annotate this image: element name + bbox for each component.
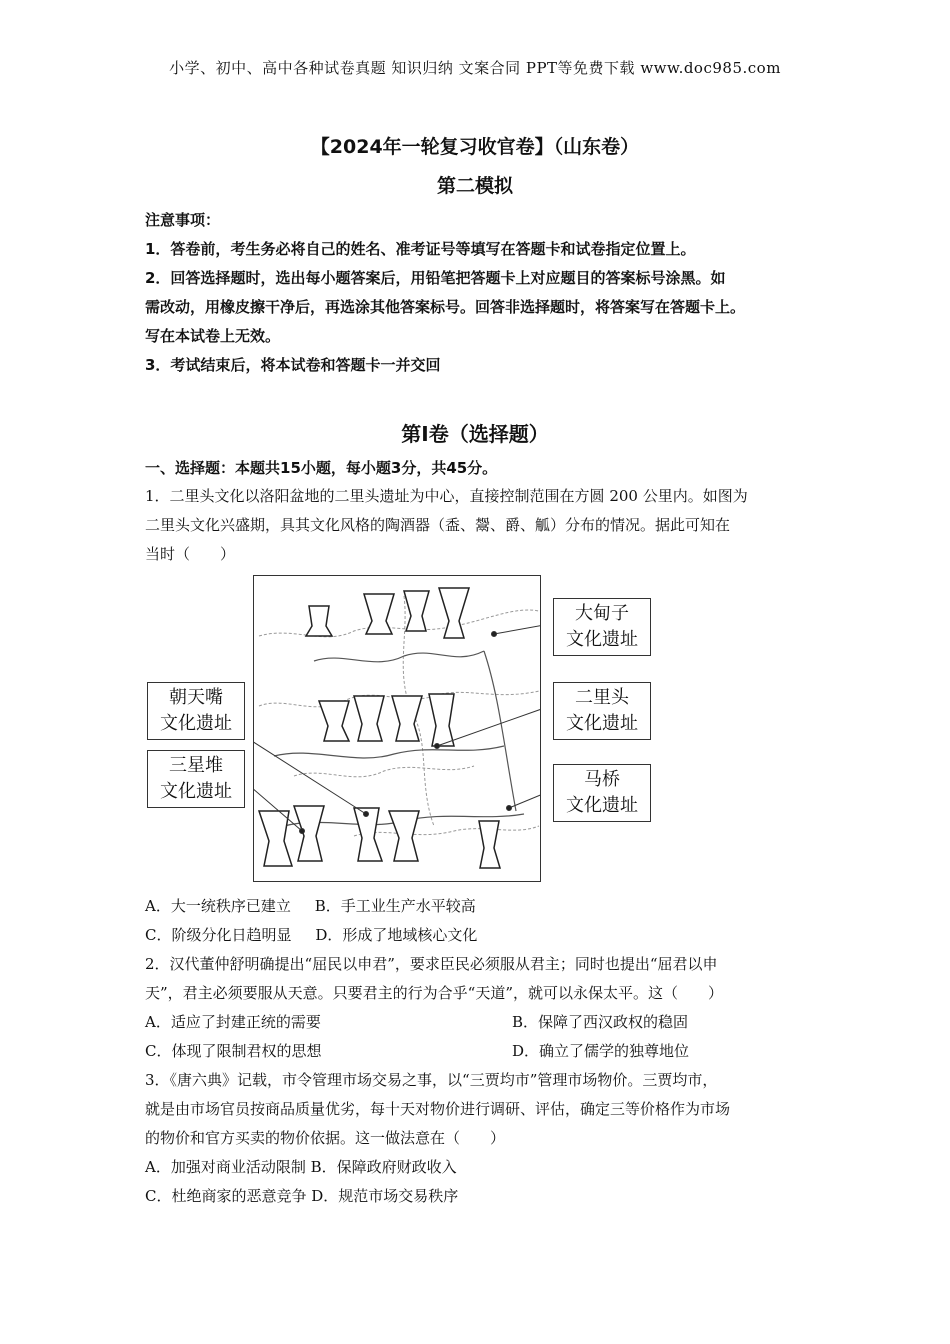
option-c[interactable]: C．体现了限制君权的思想 — [145, 1042, 322, 1060]
notes-item: 写在本试卷上无效。 — [145, 327, 281, 345]
q3-options-row1 — [145, 1153, 457, 1182]
option-c[interactable]: C．阶级分化日趋明显 — [145, 926, 292, 944]
q1-options-row2 — [145, 921, 477, 950]
notes-item: 1．答卷前，考生务必将自己的姓名、准考证号等填写在答题卡和试卷指定位置上。 — [145, 240, 696, 258]
label-line: 三星堆 — [169, 755, 223, 776]
exam-title: 【2024年一轮复习收官卷】（山东卷） — [310, 136, 640, 158]
label-line: 文化遗址 — [566, 629, 638, 650]
notes-item: 需改动，用橡皮擦干净后，再选涂其他答案标号。回答非选择题时，将答案写在答题卡上。 — [145, 298, 746, 316]
option-a[interactable]: A．适应了封建正统的需要 — [145, 1013, 321, 1031]
section-title: 第Ⅰ卷（选择题） — [401, 422, 549, 446]
notes-item: 3．考试结束后，将本试卷和答题卡一并交回 — [145, 356, 441, 374]
label-line: 马桥 — [584, 769, 620, 790]
question-line: 二里头文化兴盛期，具其文化风格的陶酒器（盉、鬶、爵、觚）分布的情况。据此可知在 — [145, 516, 731, 534]
question-3 — [145, 1066, 810, 1153]
notes-item: 2．回答选择题时，选出每小题答案后，用铅笔把答题卡上对应题目的答案标号涂黑。如 — [145, 269, 726, 287]
label-line: 文化遗址 — [566, 795, 638, 816]
page-header: 小学、初中、高中各种试卷真题 知识归纳 文案合同 PPT等免费下载 www.doc985.com — [169, 59, 781, 77]
question-2 — [145, 950, 810, 1008]
label-line: 文化遗址 — [160, 713, 232, 734]
pottery-vessels — [259, 588, 500, 868]
label-line: 大甸子 — [575, 603, 629, 624]
pottery-distribution-map — [253, 575, 541, 882]
q3-options-row2 — [145, 1182, 458, 1211]
label-maqiao — [553, 764, 651, 822]
question-line: 1．二里头文化以洛阳盆地的二里头遗址为中心，直接控制范围在方圆 200 公里内。如图为 — [145, 487, 748, 505]
map-drawing — [254, 576, 540, 881]
label-dadianzi — [553, 598, 651, 656]
option-a[interactable]: A．加强对商业活动限制 — [145, 1158, 306, 1176]
label-line: 二里头 — [575, 687, 629, 708]
notes-heading: 注意事项： — [145, 211, 221, 229]
question-line: 2．汉代董仲舒明确提出“屈民以申君”，要求臣民必须服从君主；同时也提出“屈君以申 — [145, 955, 718, 973]
option-d[interactable]: D．确立了儒学的独尊地位 — [512, 1042, 690, 1060]
question-line: 就是由市场官员按商品质量优劣，每十天对物价进行调研、评估，确定三等价格作为市场 — [145, 1100, 731, 1118]
label-line: 文化遗址 — [566, 713, 638, 734]
question-1 — [145, 482, 810, 569]
option-b[interactable]: B．手工业生产水平较高 — [314, 897, 476, 915]
label-line: 朝天嘴 — [169, 687, 223, 708]
question-line: 的物价和官方买卖的物价依据。这一做法意在（ ） — [145, 1129, 506, 1147]
question-line: 天”，君主必须要服从天意。只要君主的行为合乎“天道”，就可以永保太平。这（ ） — [145, 984, 724, 1002]
option-b[interactable]: B．保障政府财政收入 — [310, 1158, 457, 1176]
question-line: 当时（ ） — [145, 545, 236, 563]
option-c[interactable]: C．杜绝商家的恶意竞争 — [145, 1187, 307, 1205]
option-a[interactable]: A．大一统秩序已建立 — [145, 897, 291, 915]
label-erlitou — [553, 682, 651, 740]
question-line: 3．《唐六典》记载，市令管理市场交易之事，以“三贾均市”管理市场物价。三贾均市， — [145, 1071, 718, 1089]
label-line: 文化遗址 — [160, 781, 232, 802]
label-chaotianzui — [147, 682, 245, 740]
option-d[interactable]: D．形成了地域核心文化 — [315, 926, 478, 944]
option-d[interactable]: D．规范市场交易秩序 — [311, 1187, 459, 1205]
part-title: 一、选择题：本题共15小题，每小题3分，共45分。 — [145, 459, 498, 477]
notes — [145, 206, 815, 380]
label-sanxingdui — [147, 750, 245, 808]
option-b[interactable]: B．保障了西汉政权的稳固 — [512, 1013, 689, 1031]
exam-subtitle: 第二模拟 — [436, 175, 513, 197]
q1-options-row1 — [145, 892, 476, 921]
